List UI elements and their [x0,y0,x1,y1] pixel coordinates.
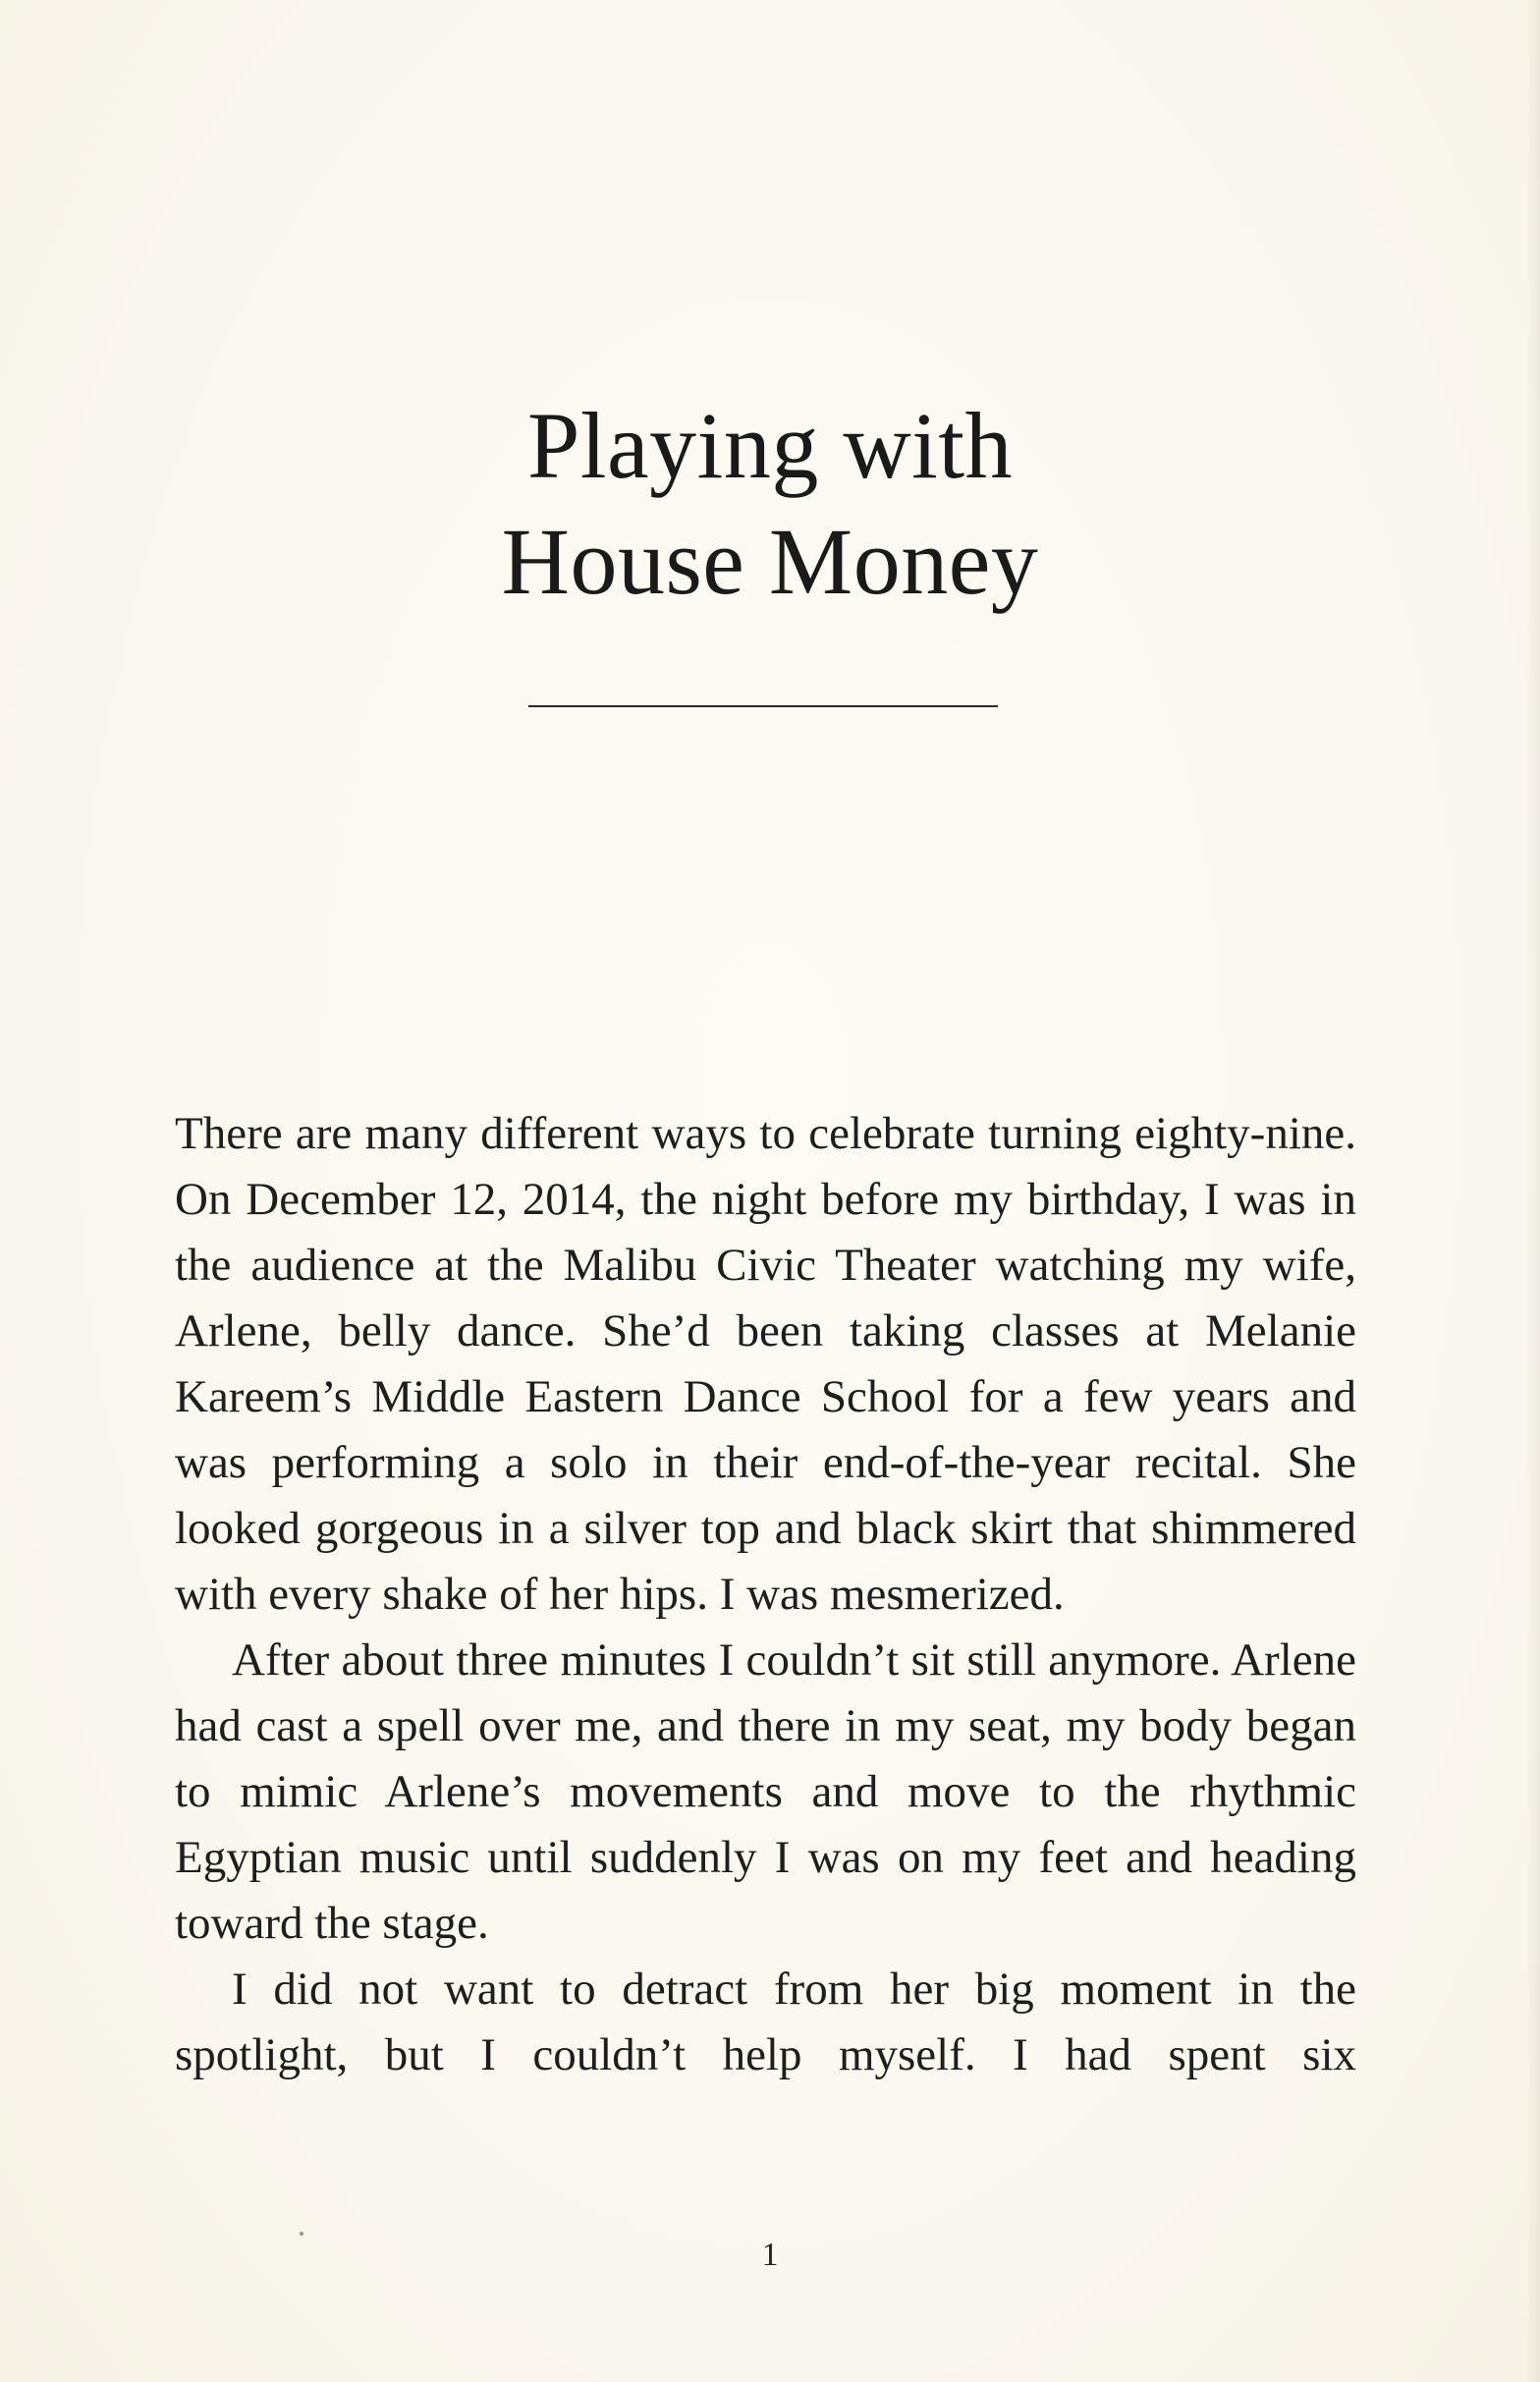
paragraph-1: There are many different ways to celebrate turning eighty-nine. On December 12, 2014, the night before my birthday, I was in the audience at the Malibu Civic Theater watching my wife, Arlene, belly dance. She’d been taking classes at Melanie Kareem’s Middle Eastern Dance School for a few years and was performing a solo in their end-of-the-year recital. She looked gorgeous in a silver top and black skirt that shimmered with every shake of her hips. I was mesmerized. [175,1108,1356,1620]
chapter-title-line-1: Playing with [526,393,1013,498]
title-divider [528,705,998,707]
page-number: 1 [761,2237,779,2273]
paragraph-3: I did not want to detract from her big moment in the spotlight, but I couldn’t help myself. I had spent six [175,1964,1356,2080]
paragraph-2: After about three minutes I couldn’t sit still anymore. Arlene had cast a spell over me, and there in my seat, my body began to mimic Arlene’s movements and move to the rhythmic Egyptian music until suddenly I was on my feet and heading toward the stage. [175,1634,1356,1949]
chapter-title-line-2: House Money [501,509,1039,614]
chapter-body [175,1101,1356,2088]
page-edge-shadow [1526,0,1540,2382]
chapter-title [0,388,1540,620]
